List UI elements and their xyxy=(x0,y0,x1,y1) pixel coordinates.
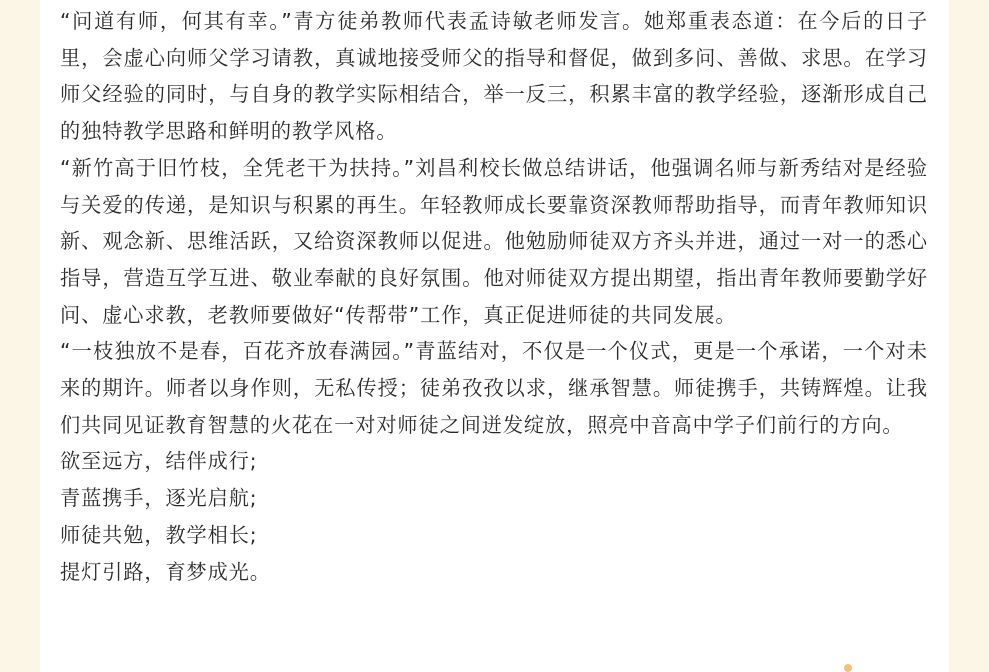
article-body xyxy=(60,3,928,590)
paragraph-principal-summary: “新竹高于旧竹枝，全凭老干为扶持。”刘昌利校长做总结讲话，他强调名师与新秀结对是经验与关爱的传递，是知识与积累的再生。年轻教师成长要靠资深教师帮助指导，而青年教师知识新、观念新、思维活跃，又给资深教师以促进。他勉励师徒双方齐头并进，通过一对一的悉心指导，营造互学互进、敬业奉献的良好氛围。他对师徒双方提出期望，指出青年教师要勤学好问、虚心求教，老教师要做好“传帮带”工作，真正促进师徒的共同发展。 xyxy=(60,155,928,327)
paragraph-closing: “一枝独放不是春，百花齐放春满园。”青蓝结对，不仅是一个仪式，更是一个承诺，一个对未来的期许。师者以身作则，无私传授；徒弟孜孜以求，继承智慧。师徒携手，共铸辉煌。让我们共同见证教育智慧的火花在一对对师徒之间迸发绽放，照亮中音高中学子们前行的方向。 xyxy=(60,339,928,437)
verse-line: 师徒共勉，教学相长; xyxy=(60,522,258,547)
verse-line: 青蓝携手，逐光启航; xyxy=(60,486,258,511)
verse-line: 提灯引路，育梦成光。 xyxy=(60,559,271,584)
decorative-dot xyxy=(844,664,852,672)
paragraph-apprentice-speech: “问道有师，何其有幸。”青方徒弟教师代表孟诗敏老师发言。她郑重表态道：在今后的日子里，会虚心向师父学习请教，真诚地接受师父的指导和督促，做到多问、善做、求思。在学习师父经验的同时，与自身的教学实际相结合，举一反三，积累丰富的教学经验，逐渐形成自己的独特教学思路和鲜明的教学风格。 xyxy=(60,9,928,144)
verse-line: 欲至远方，结伴成行; xyxy=(60,449,258,474)
article-page xyxy=(40,0,949,672)
